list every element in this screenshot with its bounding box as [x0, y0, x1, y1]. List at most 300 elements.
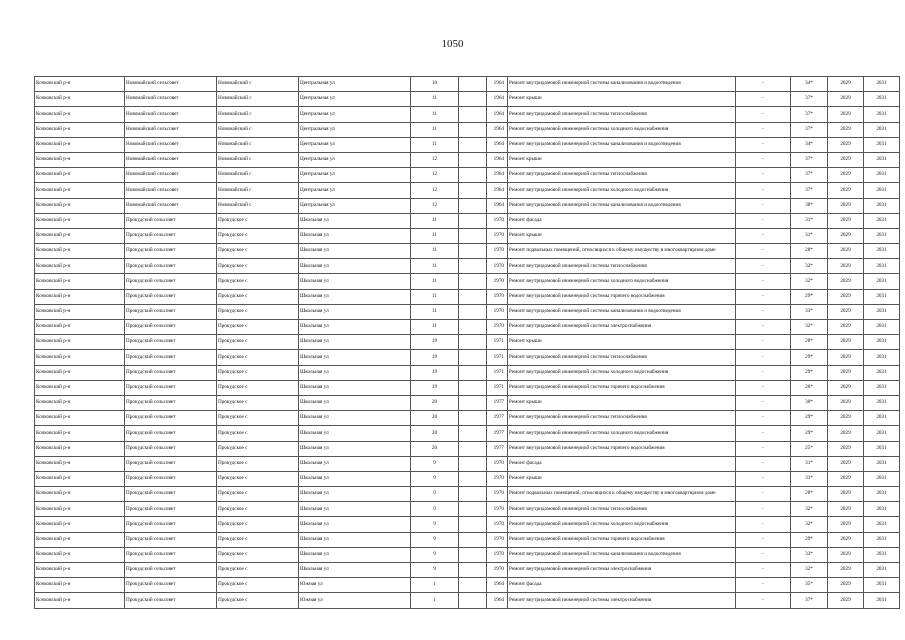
cell-district: Кочковский р-н — [35, 547, 125, 562]
cell-extra: - — [736, 471, 791, 486]
cell-year: 1970 — [487, 213, 508, 228]
cell-house-number: 11 — [411, 107, 459, 122]
cell-settlement: Прокудское с — [217, 426, 299, 441]
cell-district: Кочковский р-н — [35, 350, 125, 365]
cell-district: Кочковский р-н — [35, 563, 125, 578]
cell-building — [459, 168, 487, 183]
cell-house-number: 11 — [411, 304, 459, 319]
cell-value: 25* — [791, 441, 828, 456]
cell-building — [459, 380, 487, 395]
cell-year: 1964 — [487, 198, 508, 213]
cell-house-number: 11 — [411, 92, 459, 107]
cell-settlement: Прокудское с — [217, 228, 299, 243]
cell-work-type: Ремонт внутридомовой инженерной системы теплоснабжения — [508, 350, 736, 365]
cell-extra: - — [736, 350, 791, 365]
cell-value: 34* — [791, 137, 828, 152]
cell-start-year: 2029 — [828, 274, 864, 289]
cell-extra: - — [736, 563, 791, 578]
cell-year: 1971 — [487, 350, 508, 365]
table-row — [35, 532, 900, 547]
cell-start-year: 2029 — [828, 198, 864, 213]
table-row — [35, 289, 900, 304]
cell-work-type: Ремонт внутридомовой инженерной системы канализования и водоотведения — [508, 137, 736, 152]
cell-work-type: Ремонт крыши — [508, 471, 736, 486]
cell-end-year: 2031 — [864, 168, 900, 183]
cell-district: Кочковский р-н — [35, 441, 125, 456]
cell-street: Школьная ул — [299, 350, 411, 365]
cell-district: Кочковский р-н — [35, 532, 125, 547]
cell-extra: - — [736, 244, 791, 259]
cell-work-type: Ремонт внутридомовой инженерной системы канализования и водоотведения — [508, 547, 736, 562]
cell-year: 1964 — [487, 92, 508, 107]
cell-start-year: 2029 — [828, 593, 864, 608]
cell-district: Кочковский р-н — [35, 517, 125, 532]
cell-year: 1964 — [487, 77, 508, 92]
cell-year: 1977 — [487, 411, 508, 426]
cell-house-number: 20 — [411, 441, 459, 456]
cell-municipality: Прокудский сельсовет — [125, 578, 217, 593]
table-row — [35, 168, 900, 183]
cell-value: 28* — [791, 487, 828, 502]
cell-value: 26* — [791, 380, 828, 395]
cell-settlement: Прокудское с — [217, 350, 299, 365]
cell-work-type: Ремонт крыши — [508, 152, 736, 167]
cell-value: 29* — [791, 350, 828, 365]
page-number: 1050 — [441, 38, 464, 50]
cell-settlement: Прокудское с — [217, 244, 299, 259]
cell-house-number: 10 — [411, 77, 459, 92]
cell-settlement: Прокудское с — [217, 593, 299, 608]
cell-value: 37* — [791, 107, 828, 122]
cell-settlement: Новомайский с — [217, 122, 299, 137]
table-row — [35, 487, 900, 502]
cell-end-year: 2031 — [864, 107, 900, 122]
cell-street: Школьная ул — [299, 547, 411, 562]
cell-extra: - — [736, 152, 791, 167]
cell-municipality: Прокудский сельсовет — [125, 380, 217, 395]
cell-municipality: Прокудский сельсовет — [125, 456, 217, 471]
cell-municipality: Прокудский сельсовет — [125, 547, 217, 562]
cell-district: Кочковский р-н — [35, 456, 125, 471]
cell-municipality: Прокудский сельсовет — [125, 213, 217, 228]
cell-start-year: 2029 — [828, 168, 864, 183]
cell-work-type: Ремонт фасада — [508, 213, 736, 228]
cell-work-type: Ремонт внутридомовой инженерной системы теплоснабжения — [508, 502, 736, 517]
cell-district: Кочковский р-н — [35, 274, 125, 289]
cell-settlement: Прокудское с — [217, 304, 299, 319]
cell-year: 1970 — [487, 304, 508, 319]
cell-municipality: Новомайский сельсовет — [125, 137, 217, 152]
table-row — [35, 578, 900, 593]
cell-value: 37* — [791, 152, 828, 167]
cell-work-type: Ремонт внутридомовой инженерной системы теплоснабжения — [508, 107, 736, 122]
cell-year: 1977 — [487, 426, 508, 441]
table-row — [35, 198, 900, 213]
cell-street: Центральная ул — [299, 152, 411, 167]
cell-municipality: Прокудский сельсовет — [125, 593, 217, 608]
table-row — [35, 563, 900, 578]
cell-building — [459, 563, 487, 578]
cell-house-number: 20 — [411, 395, 459, 410]
cell-work-type: Ремонт крыши — [508, 92, 736, 107]
cell-building — [459, 411, 487, 426]
cell-year: 1970 — [487, 563, 508, 578]
cell-house-number: 11 — [411, 259, 459, 274]
cell-start-year: 2029 — [828, 259, 864, 274]
cell-settlement: Прокудское с — [217, 395, 299, 410]
table-row — [35, 411, 900, 426]
cell-municipality: Прокудский сельсовет — [125, 244, 217, 259]
cell-value: 37* — [791, 92, 828, 107]
cell-extra: - — [736, 502, 791, 517]
cell-end-year: 2031 — [864, 152, 900, 167]
cell-year: 1977 — [487, 395, 508, 410]
cell-work-type: Ремонт внутридомовой инженерной системы канализования и водоотведения — [508, 304, 736, 319]
cell-end-year: 2031 — [864, 547, 900, 562]
cell-extra: - — [736, 168, 791, 183]
cell-work-type: Ремонт крыши — [508, 395, 736, 410]
cell-settlement: Прокудское с — [217, 487, 299, 502]
cell-house-number: 1 — [411, 593, 459, 608]
cell-start-year: 2029 — [828, 380, 864, 395]
table-row — [35, 395, 900, 410]
cell-house-number: 9 — [411, 547, 459, 562]
cell-value: 29* — [791, 411, 828, 426]
cell-municipality: Новомайский сельсовет — [125, 92, 217, 107]
cell-extra: - — [736, 122, 791, 137]
cell-building — [459, 426, 487, 441]
cell-value: 30* — [791, 395, 828, 410]
cell-value: 32* — [791, 259, 828, 274]
cell-value: 37* — [791, 593, 828, 608]
cell-extra: - — [736, 532, 791, 547]
cell-house-number: 9 — [411, 502, 459, 517]
cell-municipality: Прокудский сельсовет — [125, 517, 217, 532]
cell-house-number: 19 — [411, 335, 459, 350]
cell-street: Школьная ул — [299, 320, 411, 335]
cell-end-year: 2031 — [864, 471, 900, 486]
cell-municipality: Прокудский сельсовет — [125, 426, 217, 441]
cell-municipality: Прокудский сельсовет — [125, 471, 217, 486]
cell-end-year: 2031 — [864, 365, 900, 380]
cell-district: Кочковский р-н — [35, 593, 125, 608]
cell-house-number: 11 — [411, 244, 459, 259]
cell-work-type: Ремонт внутридомовой инженерной системы электроснабжения — [508, 320, 736, 335]
cell-house-number: 11 — [411, 213, 459, 228]
cell-start-year: 2029 — [828, 441, 864, 456]
cell-end-year: 2031 — [864, 320, 900, 335]
cell-district: Кочковский р-н — [35, 502, 125, 517]
cell-street: Школьная ул — [299, 456, 411, 471]
cell-year: 1970 — [487, 502, 508, 517]
cell-start-year: 2029 — [828, 228, 864, 243]
cell-extra: - — [736, 547, 791, 562]
cell-value: 28* — [791, 244, 828, 259]
cell-settlement: Прокудское с — [217, 563, 299, 578]
cell-start-year: 2029 — [828, 471, 864, 486]
cell-district: Кочковский р-н — [35, 365, 125, 380]
cell-building — [459, 92, 487, 107]
cell-value: 29* — [791, 532, 828, 547]
cell-district: Кочковский р-н — [35, 426, 125, 441]
cell-house-number: 12 — [411, 152, 459, 167]
cell-end-year: 2031 — [864, 517, 900, 532]
cell-start-year: 2029 — [828, 426, 864, 441]
cell-street: Школьная ул — [299, 244, 411, 259]
cell-year: 1964 — [487, 578, 508, 593]
cell-municipality: Прокудский сельсовет — [125, 304, 217, 319]
cell-municipality: Новомайский сельсовет — [125, 152, 217, 167]
cell-district: Кочковский р-н — [35, 487, 125, 502]
cell-house-number: 11 — [411, 320, 459, 335]
cell-work-type: Ремонт внутридомовой инженерной системы холодного водоснабжения — [508, 274, 736, 289]
cell-settlement: Прокудское с — [217, 502, 299, 517]
cell-street: Школьная ул — [299, 563, 411, 578]
cell-district: Кочковский р-н — [35, 320, 125, 335]
cell-house-number: 11 — [411, 122, 459, 137]
cell-street: Школьная ул — [299, 259, 411, 274]
table-row — [35, 502, 900, 517]
cell-building — [459, 532, 487, 547]
cell-end-year: 2031 — [864, 228, 900, 243]
cell-municipality: Прокудский сельсовет — [125, 289, 217, 304]
cell-street: Школьная ул — [299, 228, 411, 243]
cell-start-year: 2029 — [828, 517, 864, 532]
cell-district: Кочковский р-н — [35, 213, 125, 228]
cell-building — [459, 578, 487, 593]
cell-extra: - — [736, 213, 791, 228]
cell-building — [459, 274, 487, 289]
cell-house-number: 11 — [411, 289, 459, 304]
cell-start-year: 2029 — [828, 350, 864, 365]
cell-end-year: 2031 — [864, 441, 900, 456]
cell-building — [459, 122, 487, 137]
cell-house-number: 19 — [411, 380, 459, 395]
cell-work-type: Ремонт внутридомовой инженерной системы горячего водоснабжения — [508, 441, 736, 456]
cell-start-year: 2029 — [828, 244, 864, 259]
cell-end-year: 2031 — [864, 122, 900, 137]
cell-value: 32* — [791, 563, 828, 578]
cell-municipality: Прокудский сельсовет — [125, 274, 217, 289]
table-row — [35, 213, 900, 228]
cell-start-year: 2029 — [828, 395, 864, 410]
table-row — [35, 77, 900, 92]
cell-settlement: Новомайский с — [217, 183, 299, 198]
cell-street: Школьная ул — [299, 213, 411, 228]
cell-year: 1971 — [487, 365, 508, 380]
cell-street: Центральная ул — [299, 183, 411, 198]
cell-building — [459, 517, 487, 532]
table-row — [35, 471, 900, 486]
cell-work-type: Ремонт внутридомовой инженерной системы теплоснабжения — [508, 168, 736, 183]
cell-work-type: Ремонт внутридомовой инженерной системы холодного водоснабжения — [508, 365, 736, 380]
cell-year: 1970 — [487, 456, 508, 471]
cell-value: 35* — [791, 578, 828, 593]
cell-house-number: 12 — [411, 198, 459, 213]
cell-work-type: Ремонт внутридомовой инженерной системы электроснабжения — [508, 593, 736, 608]
cell-extra: - — [736, 578, 791, 593]
cell-settlement: Новомайский с — [217, 92, 299, 107]
table-row — [35, 304, 900, 319]
cell-building — [459, 335, 487, 350]
cell-municipality: Прокудский сельсовет — [125, 365, 217, 380]
table-row — [35, 380, 900, 395]
cell-street: Школьная ул — [299, 517, 411, 532]
cell-street: Школьная ул — [299, 487, 411, 502]
cell-work-type: Ремонт фасада — [508, 456, 736, 471]
table-row — [35, 259, 900, 274]
cell-settlement: Прокудское с — [217, 365, 299, 380]
cell-value: 31* — [791, 471, 828, 486]
cell-extra: - — [736, 228, 791, 243]
cell-start-year: 2029 — [828, 122, 864, 137]
cell-year: 1970 — [487, 259, 508, 274]
cell-year: 1970 — [487, 289, 508, 304]
cell-building — [459, 152, 487, 167]
cell-end-year: 2031 — [864, 92, 900, 107]
cell-end-year: 2031 — [864, 456, 900, 471]
cell-extra: - — [736, 487, 791, 502]
table-row — [35, 547, 900, 562]
table-row — [35, 456, 900, 471]
cell-end-year: 2031 — [864, 532, 900, 547]
cell-extra: - — [736, 380, 791, 395]
cell-house-number: 19 — [411, 365, 459, 380]
cell-street: Центральная ул — [299, 137, 411, 152]
cell-building — [459, 183, 487, 198]
cell-street: Школьная ул — [299, 274, 411, 289]
table-row — [35, 274, 900, 289]
cell-start-year: 2029 — [828, 563, 864, 578]
cell-settlement: Новомайский с — [217, 107, 299, 122]
table-row — [35, 152, 900, 167]
cell-district: Кочковский р-н — [35, 244, 125, 259]
cell-municipality: Новомайский сельсовет — [125, 77, 217, 92]
cell-building — [459, 304, 487, 319]
cell-building — [459, 198, 487, 213]
cell-year: 1970 — [487, 274, 508, 289]
cell-district: Кочковский р-н — [35, 380, 125, 395]
cell-extra: - — [736, 395, 791, 410]
cell-work-type: Ремонт фасада — [508, 578, 736, 593]
cell-street: Школьная ул — [299, 335, 411, 350]
cell-house-number: 9 — [411, 532, 459, 547]
table-row — [35, 426, 900, 441]
cell-value: 37* — [791, 122, 828, 137]
cell-municipality: Новомайский сельсовет — [125, 168, 217, 183]
table-row — [35, 137, 900, 152]
cell-building — [459, 259, 487, 274]
cell-start-year: 2029 — [828, 77, 864, 92]
cell-district: Кочковский р-н — [35, 304, 125, 319]
cell-start-year: 2029 — [828, 532, 864, 547]
cell-work-type: Ремонт крыши — [508, 335, 736, 350]
cell-district: Кочковский р-н — [35, 335, 125, 350]
cell-end-year: 2031 — [864, 350, 900, 365]
cell-end-year: 2031 — [864, 380, 900, 395]
cell-building — [459, 441, 487, 456]
cell-work-type: Ремонт внутридомовой инженерной системы холодного водоснабжения — [508, 122, 736, 137]
cell-building — [459, 107, 487, 122]
cell-value: 31* — [791, 228, 828, 243]
cell-municipality: Прокудский сельсовет — [125, 441, 217, 456]
cell-district: Кочковский р-н — [35, 152, 125, 167]
cell-district: Кочковский р-н — [35, 77, 125, 92]
cell-extra: - — [736, 304, 791, 319]
table-row — [35, 122, 900, 137]
cell-value: 37* — [791, 183, 828, 198]
cell-settlement: Прокудское с — [217, 259, 299, 274]
cell-municipality: Прокудский сельсовет — [125, 502, 217, 517]
cell-extra: - — [736, 77, 791, 92]
cell-start-year: 2029 — [828, 320, 864, 335]
cell-settlement: Прокудское с — [217, 335, 299, 350]
cell-settlement: Новомайский с — [217, 198, 299, 213]
cell-street: Центральная ул — [299, 77, 411, 92]
cell-value: 32* — [791, 320, 828, 335]
cell-value: 38* — [791, 198, 828, 213]
cell-end-year: 2031 — [864, 213, 900, 228]
cell-value: 32* — [791, 274, 828, 289]
cell-start-year: 2029 — [828, 335, 864, 350]
cell-settlement: Прокудское с — [217, 456, 299, 471]
cell-house-number: 19 — [411, 350, 459, 365]
cell-value: 31* — [791, 213, 828, 228]
cell-start-year: 2029 — [828, 547, 864, 562]
cell-extra: - — [736, 426, 791, 441]
cell-value: 32* — [791, 502, 828, 517]
table-row — [35, 350, 900, 365]
cell-building — [459, 502, 487, 517]
cell-settlement: Прокудское с — [217, 320, 299, 335]
cell-building — [459, 320, 487, 335]
cell-year: 1970 — [487, 471, 508, 486]
cell-street: Южная ул — [299, 578, 411, 593]
cell-end-year: 2031 — [864, 411, 900, 426]
cell-value: 32* — [791, 517, 828, 532]
table-row — [35, 320, 900, 335]
table-row — [35, 365, 900, 380]
cell-extra: - — [736, 517, 791, 532]
cell-settlement: Прокудское с — [217, 213, 299, 228]
cell-extra: - — [736, 274, 791, 289]
cell-work-type: Ремонт внутридомовой инженерной системы теплоснабжения — [508, 411, 736, 426]
cell-extra: - — [736, 320, 791, 335]
cell-building — [459, 77, 487, 92]
cell-municipality: Прокудский сельсовет — [125, 411, 217, 426]
cell-value: 29* — [791, 365, 828, 380]
cell-district: Кочковский р-н — [35, 411, 125, 426]
cell-district: Кочковский р-н — [35, 471, 125, 486]
table-row — [35, 593, 900, 608]
cell-year: 1970 — [487, 532, 508, 547]
cell-year: 1971 — [487, 380, 508, 395]
cell-end-year: 2031 — [864, 593, 900, 608]
cell-settlement: Новомайский с — [217, 137, 299, 152]
cell-value: 33* — [791, 304, 828, 319]
cell-start-year: 2029 — [828, 487, 864, 502]
cell-building — [459, 365, 487, 380]
cell-start-year: 2029 — [828, 137, 864, 152]
cell-building — [459, 487, 487, 502]
cell-municipality: Новомайский сельсовет — [125, 183, 217, 198]
cell-end-year: 2031 — [864, 77, 900, 92]
cell-municipality: Новомайский сельсовет — [125, 122, 217, 137]
cell-value: 34* — [791, 77, 828, 92]
table-row — [35, 228, 900, 243]
cell-municipality: Прокудский сельсовет — [125, 259, 217, 274]
cell-end-year: 2031 — [864, 289, 900, 304]
